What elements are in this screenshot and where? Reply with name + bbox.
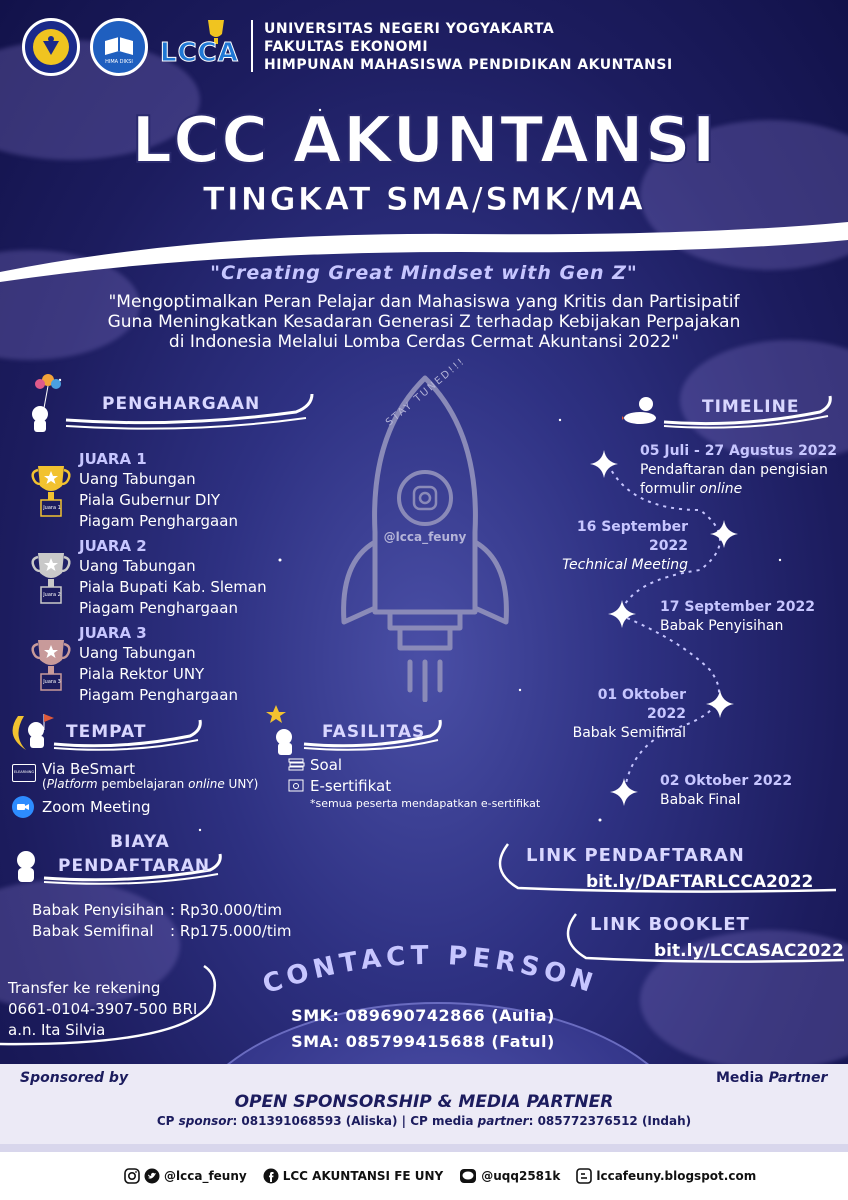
facility-certificate: E-sertifikat [310,777,392,795]
award-prize: Uang Tabungan [79,557,196,575]
facility-soal: Soal [310,756,343,774]
hima-logo-text: HIMA DIKSI [105,59,133,65]
books-icon [288,756,306,772]
note-paren: ( [42,777,47,791]
contact-heading: CONTACT PERSON [259,940,601,1001]
link-booklet-heading: LINK BOOKLET [590,914,750,935]
blogger-icon [576,1168,592,1184]
facility-note: *semua peserta mendapatkan e-sertifikat [310,797,541,810]
sparkle-star-icon [586,446,622,482]
social-blog[interactable]: lccafeuny.blogspot.com [596,1169,757,1183]
facilities-heading: FASILITAS [322,722,426,742]
timeline-desc: Technical Meeting [562,557,688,573]
note-text: pembelajaran [97,777,189,791]
besmart-icon-text: ELEARNING [13,770,35,774]
stay-tuned-text: STAY TUNED!!! [384,355,468,429]
rocket-handle: @lcca_feuny [383,530,467,544]
fee-value: : Rp175.000/tim [170,922,292,940]
fee-row [32,900,292,921]
social-bar [0,1152,848,1200]
timeline-date: 02 Oktober 2022 [660,773,793,789]
timeline-date: 05 Juli - 27 Agustus 2022 [640,443,838,459]
note-text: UNY) [224,777,259,791]
lcca-logo [158,18,240,78]
timeline-text [660,598,815,636]
timeline-date: 17 September 2022 [660,599,815,615]
uny-emblem-icon [25,21,77,73]
theme-line: Guna Meningkatkan Kesadaran Generasi Z terhadap Kebijakan Perpajakan [107,312,741,332]
social-row [124,1168,756,1184]
transfer-account: 0661-0104-3907-500 BRI [8,1000,198,1018]
timeline-desc [640,480,837,499]
astronaut-icon [8,848,44,888]
award-trophy: Piala Bupati Kab. Sleman [79,578,267,596]
timeline-desc: Pendaftaran dan pengisian [640,462,828,478]
transfer-block [8,978,197,1041]
tagline: "Creating Great Mindset with Gen Z" [210,262,638,284]
fee-label: Babak Semifinal [32,922,154,940]
zoom-icon [12,796,34,818]
partner-text: Partner [768,1070,828,1086]
timeline-text [556,686,686,743]
link-reg-heading: LINK PENDAFTARAN [526,845,745,866]
fees-heading-2: PENDAFTARAN [58,856,211,876]
book-icon [93,21,145,73]
theme-block [0,292,848,352]
facebook-icon [263,1168,279,1184]
cp-sponsor-word: sponsor [178,1114,233,1128]
venue-zoom: Zoom Meeting [42,798,151,816]
venue-heading: TEMPAT [66,722,147,742]
hima-diksi-logo [90,18,148,76]
fee-label: Babak Penyisihan [32,901,165,919]
theme-line: "Mengoptimalkan Peran Pelajar dan Mahasiswa yang Kritis dan Partisipatif [108,292,740,312]
transfer-name: a.n. Ita Silvia [8,1021,106,1039]
uny-logo [22,18,80,76]
award-title: JUARA 2 [79,537,147,555]
timeline-date: 01 Oktober 2022 [597,687,686,722]
award-prize: Uang Tabungan [79,644,196,662]
award-trophy: Piala Rektor UNY [79,665,205,683]
sponsor-separator [0,1144,848,1152]
theme-line: di Indonesia Melalui Lomba Cerdas Cermat Akuntansi 2022" [168,332,680,352]
link-booklet-url[interactable]: bit.ly/LCCASAC2022 [654,941,844,961]
note-platform: Platform [46,777,98,791]
timeline-heading: TIMELINE [702,397,800,417]
header-divider [251,20,253,72]
org-university: UNIVERSITAS NEGERI YOGYAKARTA [264,21,555,37]
trophy-label: Juara 1 [43,505,61,511]
cp-partner-word: partner [477,1114,529,1128]
fees-heading-1: BIAYA [110,832,170,852]
cp-text: CP [156,1114,179,1128]
sparkle-star-icon [606,774,642,810]
trophy-label: Juara 3 [43,679,61,685]
timeline-desc: Babak Semifinal [572,725,686,741]
sparkle-star-icon [702,686,738,722]
contact-heading-arc [230,922,630,1012]
lcca-logo-text: LCCA [160,38,239,68]
social-facebook[interactable]: LCC AKUNTANSI FE UNY [282,1169,444,1183]
org-block [264,20,673,74]
awards-heading: PENGHARGAAN [102,394,261,414]
org-association: HIMPUNAN MAHASISWA PENDIDIKAN AKUNTANSI [264,57,673,73]
trophy-label: Juara 2 [43,592,61,598]
astronaut-star-icon [264,703,304,759]
timeline-text [640,442,837,499]
cp-text: : 081391068593 (Aliska) | CP media [232,1114,478,1128]
venue-besmart: Via BeSmart [42,760,135,778]
contact-sma: SMA: 085799415688 (Fatul) [291,1032,555,1051]
open-sponsorship: OPEN SPONSORSHIP & MEDIA PARTNER [234,1092,614,1112]
timeline-date: 16 September 2022 [576,519,688,554]
media-partner-label [716,1070,827,1086]
award-certificate: Piagam Penghargaan [79,512,238,530]
org-faculty: FAKULTAS EKONOMI [264,39,429,55]
award-certificate: Piagam Penghargaan [79,686,238,704]
note-online: online [188,777,225,791]
timeline-desc: Babak Final [660,792,741,808]
instagram-icon [124,1168,140,1184]
transfer-line: Transfer ke rekening [8,979,161,997]
media-text: Media [716,1070,769,1086]
venue-besmart-note [42,777,258,791]
besmart-icon [12,764,36,782]
timeline-desc-online: online [699,481,743,497]
line-icon [459,1168,477,1184]
twitter-icon [144,1168,160,1184]
sparkle-star-icon [604,596,640,632]
award-trophy: Piala Gubernur DIY [79,491,221,509]
timeline-desc: Babak Penyisihan [660,618,784,634]
award-prize: Uang Tabungan [79,470,196,488]
contact-block [230,1003,616,1055]
timeline-text [540,518,688,575]
link-reg-url[interactable]: bit.ly/DAFTARLCCA2022 [586,872,814,892]
main-title: LCC AKUNTANSI [131,104,717,178]
social-line[interactable]: @uqq2581k [481,1169,561,1183]
award-title: JUARA 1 [79,450,147,468]
award-certificate: Piagam Penghargaan [79,599,238,617]
sponsor-bar [0,1064,848,1144]
sponsored-by-label: Sponsored by [20,1070,129,1086]
sub-title: TINGKAT SMA/SMK/MA [202,180,646,218]
cp-text: : 085772376512 (Indah) [528,1114,692,1128]
contact-smk: SMK: 089690742866 (Aulia) [291,1006,555,1025]
sponsor-cp [0,1114,848,1128]
timeline-text [660,772,792,810]
award-title: JUARA 3 [79,624,147,642]
fee-value: : Rp30.000/tim [170,901,282,919]
social-instagram[interactable]: @lcca_feuny [164,1169,247,1183]
timeline-desc-part: formulir [640,481,700,497]
camera-icon [12,796,34,818]
sparkle-star-icon [706,516,742,552]
certificate-icon [288,778,306,794]
